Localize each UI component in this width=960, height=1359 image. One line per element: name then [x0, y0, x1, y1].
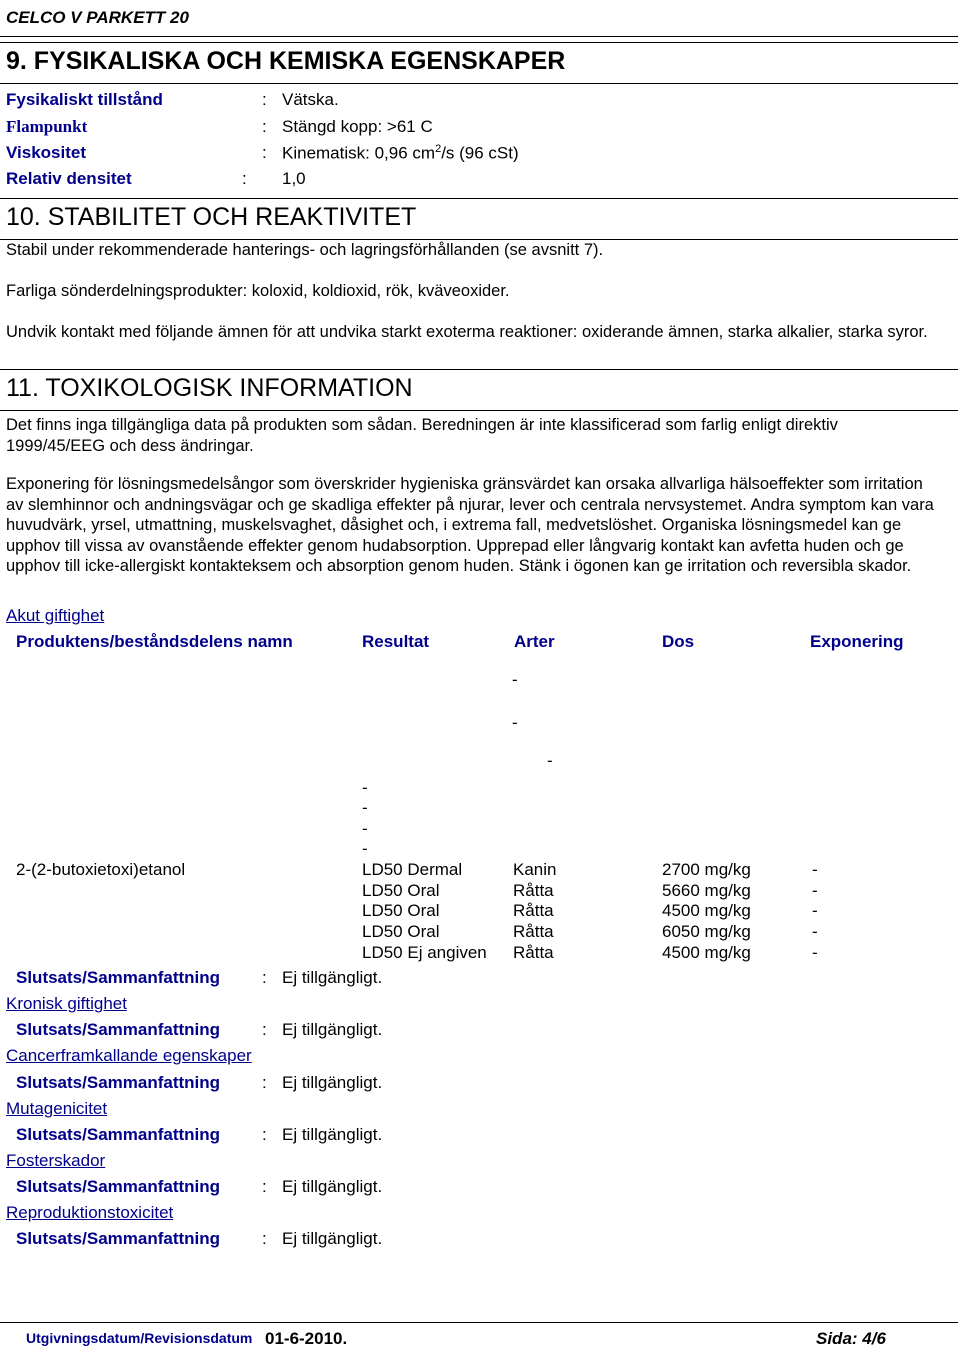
summary-label: Slutsats/Sammanfattning: [16, 1229, 221, 1248]
table-cell-result: LD50 Oral: [362, 922, 440, 941]
document-title: CELCO V PARKETT 20: [6, 8, 189, 27]
empty-dash: -: [362, 798, 368, 817]
page-number: Sida: 4/6: [816, 1329, 886, 1348]
property-label: Flampunkt: [6, 117, 88, 136]
property-label: Relativ densitet: [6, 169, 132, 188]
footer-date-label: Utgivningsdatum/Revisionsdatum: [26, 1330, 253, 1346]
summary-label: Slutsats/Sammanfattning: [16, 1177, 221, 1196]
paragraph: Det finns inga tillgängliga data på produkten som sådan. Beredningen är inte klassificerad som farlig enligt direktiv 1999/45/EEG och dess ändringar.: [6, 416, 838, 455]
table-cell-exposure: -: [812, 901, 818, 920]
section-10-title: 10. STABILITET OCH REAKTIVITET: [6, 203, 417, 231]
property-colon: :: [262, 90, 267, 109]
chronic-toxicity-heading[interactable]: Kronisk giftighet: [6, 994, 127, 1013]
column-header-result: Resultat: [362, 632, 430, 651]
paragraph: Stabil under rekommenderade hanterings- och lagringsförhållanden (se avsnitt 7).: [6, 241, 604, 259]
property-value: Vätska.: [282, 90, 339, 109]
empty-dash: -: [362, 819, 368, 838]
empty-dash: -: [512, 713, 518, 732]
empty-dash: -: [512, 670, 518, 689]
summary-colon: :: [262, 1177, 267, 1196]
teratogenicity-heading[interactable]: Fosterskador: [6, 1151, 106, 1170]
paragraph: Exponering för lösningsmedelsångor som överskrider hygieniska gränsvärdet kan orsaka allvarliga hälsoeffekter som irritation av slemhinnor och andningsvägar och ge skadliga effekter på njurar, lever och centrala nervsystemet. Andra symptom kan vara huvudvärk, yrsel, utmattning, muskelsvaghet, dåsighet och, i extrema fall, medvetslöshet. Organiska lösningsmedel kan ge upphov till vissa av ovanstående effekter genom hudabsorption. Upprepad eller långvarig kontakt kan avfetta huden och ge upphov till icke-allergiskt kontakteksem och absorption genom huden. Stänk i ögonen kan ge irritation och reversibla skador.: [6, 475, 934, 575]
property-colon: :: [262, 117, 267, 136]
table-cell-species: Råtta: [513, 922, 554, 941]
empty-dash: -: [362, 778, 368, 797]
table-cell-exposure: -: [812, 943, 818, 962]
property-colon: :: [262, 143, 267, 162]
summary-label: Slutsats/Sammanfattning: [16, 968, 221, 987]
table-cell-result: LD50 Oral: [362, 901, 440, 920]
mutagenicity-heading[interactable]: Mutagenicitet: [6, 1099, 108, 1118]
column-header-species: Arter: [514, 632, 555, 651]
property-label: Fysikaliskt tillstånd: [6, 90, 163, 109]
summary-value: Ej tillgängligt.: [282, 1177, 383, 1196]
table-cell-dose: 6050 mg/kg: [662, 922, 751, 941]
table-cell-species: Råtta: [513, 943, 554, 962]
summary-colon: :: [262, 1073, 267, 1092]
column-header-exposure: Exponering: [810, 632, 904, 651]
carcinogenicity-heading[interactable]: Cancerframkallande egenskaper: [6, 1046, 252, 1065]
table-cell-exposure: -: [812, 922, 818, 941]
summary-colon: :: [262, 1125, 267, 1144]
column-header-dose: Dos: [662, 632, 695, 651]
summary-colon: :: [262, 1020, 267, 1039]
summary-label: Slutsats/Sammanfattning: [16, 1125, 221, 1144]
table-cell-dose: 5660 mg/kg: [662, 881, 751, 900]
property-value: Stängd kopp: >61 C: [282, 117, 433, 136]
table-cell-result: LD50 Oral: [362, 881, 440, 900]
footer-rule: [0, 1322, 958, 1323]
paragraph: Farliga sönderdelningsprodukter: koloxid, koldioxid, rök, kväveoxider.: [6, 282, 510, 300]
reproductive-toxicity-heading[interactable]: Reproduktionstoxicitet: [6, 1203, 174, 1222]
column-header-name: Produktens/beståndsdelens namn: [16, 632, 293, 651]
summary-value: Ej tillgängligt.: [282, 968, 383, 987]
property-value: Kinematisk: 0,96 $cm^2/s$ (96 cSt): [282, 143, 519, 163]
table-cell-result: LD50 Dermal: [362, 860, 463, 879]
empty-dash: -: [362, 839, 368, 858]
empty-dash: -: [547, 751, 553, 770]
section-9-title: 9. FYSIKALISKA OCH KEMISKA EGENSKAPER: [6, 47, 566, 75]
summary-value: Ej tillgängligt.: [282, 1020, 383, 1039]
summary-value: Ej tillgängligt.: [282, 1073, 383, 1092]
summary-label: Slutsats/Sammanfattning: [16, 1073, 221, 1092]
table-cell-exposure: -: [812, 881, 818, 900]
property-value: 1,0: [282, 169, 306, 188]
table-cell-species: Råtta: [513, 901, 554, 920]
table-cell-dose: 2700 mg/kg: [662, 860, 751, 879]
summary-value: Ej tillgängligt.: [282, 1229, 383, 1248]
summary-colon: :: [262, 1229, 267, 1248]
section-11-title: 11. TOXIKOLOGISK INFORMATION: [6, 374, 413, 402]
product-name: 2-(2-butoxietoxi)etanol: [16, 860, 186, 879]
paragraph: Undvik kontakt med följande ämnen för att undvika starkt exoterma reaktioner: oxiderande ämnen, starka alkalier, starka syror.: [6, 323, 928, 341]
table-cell-dose: 4500 mg/kg: [662, 901, 751, 920]
acute-toxicity-heading[interactable]: Akut giftighet: [6, 606, 105, 625]
table-cell-exposure: -: [812, 860, 818, 879]
table-cell-species: Råtta: [513, 881, 554, 900]
footer-date-value: 01-6-2010.: [265, 1329, 348, 1348]
table-cell-species: Kanin: [513, 860, 557, 879]
property-label: Viskositet: [6, 143, 87, 162]
summary-label: Slutsats/Sammanfattning: [16, 1020, 221, 1039]
table-cell-dose: 4500 mg/kg: [662, 943, 751, 962]
table-cell-result: LD50 Ej angiven: [362, 943, 487, 962]
property-colon: :: [242, 169, 247, 188]
summary-colon: :: [262, 968, 267, 987]
summary-value: Ej tillgängligt.: [282, 1125, 383, 1144]
